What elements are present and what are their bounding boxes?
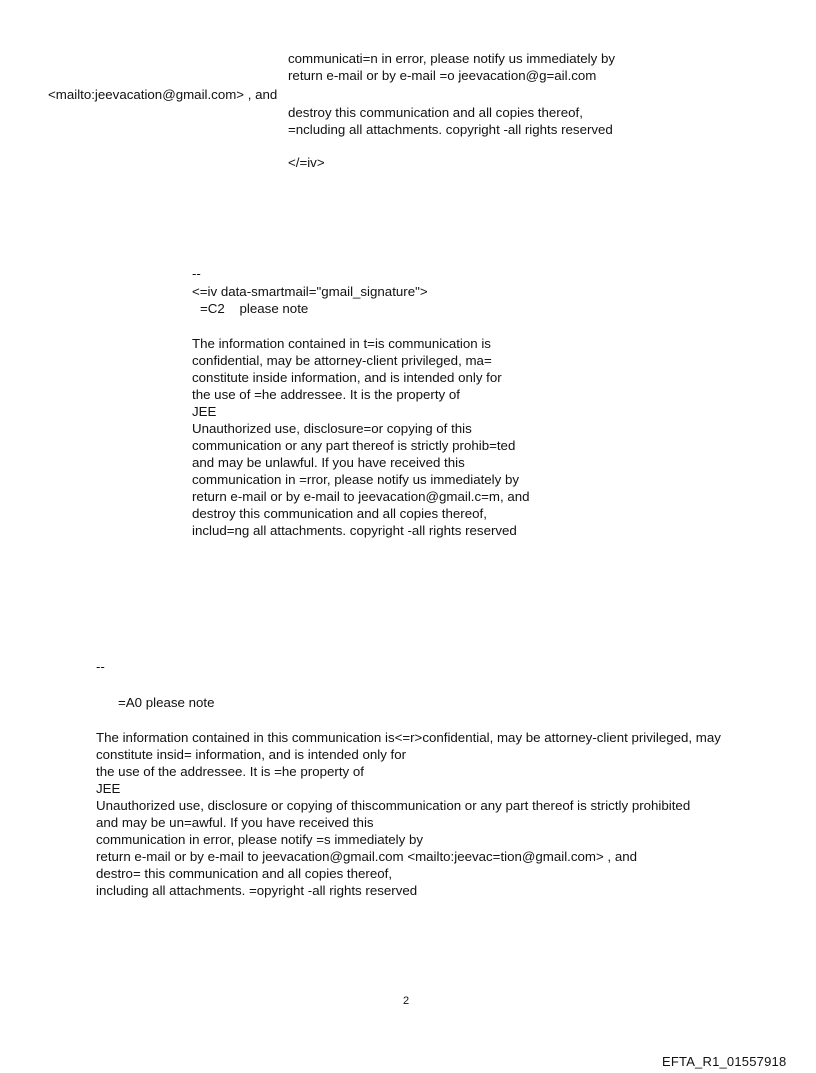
please-note-line: =C2 please note [200, 301, 309, 316]
text-line: communication in =rror, please notify us immediately by [192, 472, 520, 487]
text-line: JEE [192, 404, 217, 419]
text-line: including all attachments. =opyright -all rights reserved [96, 883, 418, 898]
text-line: communication in error, please notify =s immediately by [96, 832, 424, 847]
text-line: destroy this communication and all copies thereof, [192, 506, 487, 521]
text-line: return e-mail or by e-mail to jeevacation@gmail.com <mailto:jeevac=tion@gmail.com> , and [96, 849, 638, 864]
text-line: includ=ng all attachments. copyright -all rights reserved [192, 523, 517, 538]
text-line: =ncluding all attachments. copyright -all rights reserved [288, 122, 613, 137]
text-line: The information contained in this communication is<=r>confidential, may be attorney-client privileged, may [96, 730, 721, 745]
text-line: communicati=n in error, please notify us immediately by [288, 51, 616, 66]
document-id-footer: EFTA_R1_01557918 [662, 1054, 787, 1069]
disclaimer-body [96, 729, 721, 899]
please-note-line: =A0 please note [118, 695, 215, 710]
text-line: constitute inside information, and is intended only for [192, 370, 502, 385]
text-line: and may be unlawful. If you have received this [192, 455, 465, 470]
text-line: destroy this communication and all copies thereof, [288, 105, 583, 120]
page-number: 2 [403, 995, 410, 1007]
text-line: the use of the addressee. It is =he property of [96, 764, 364, 779]
text-line: </=iv> [288, 155, 325, 170]
separator-dashes: -- [192, 266, 201, 281]
text-line: confidential, may be attorney-client privileged, ma= [192, 353, 492, 368]
text-line: return e-mail or by e-mail =o jeevacation@g=ail.com [288, 68, 597, 83]
text-line: Unauthorized use, disclosure=or copying of this [192, 421, 472, 436]
text-line: <=iv data-smartmail="gmail_signature"> [192, 284, 428, 299]
text-line: destro= this communication and all copies thereof, [96, 866, 393, 881]
text-line: return e-mail or by e-mail to jeevacation@gmail.c=m, and [192, 489, 530, 504]
text-line: Unauthorized use, disclosure or copying of thiscommunication or any part thereof is strictly prohibited [96, 798, 691, 813]
text-line: <mailto:jeevacation@gmail.com> , and [48, 87, 278, 102]
text-line: communication or any part thereof is strictly prohib=ted [192, 438, 516, 453]
separator-dashes: -- [96, 659, 105, 674]
text-line: the use of =he addressee. It is the property of [192, 387, 460, 402]
text-line: The information contained in t=is communication is [192, 336, 491, 351]
signature-body [192, 335, 530, 539]
text-line: and may be un=awful. If you have received this [96, 815, 374, 830]
text-line: constitute insid= information, and is intended only for [96, 747, 407, 762]
text-line: JEE [96, 781, 121, 796]
